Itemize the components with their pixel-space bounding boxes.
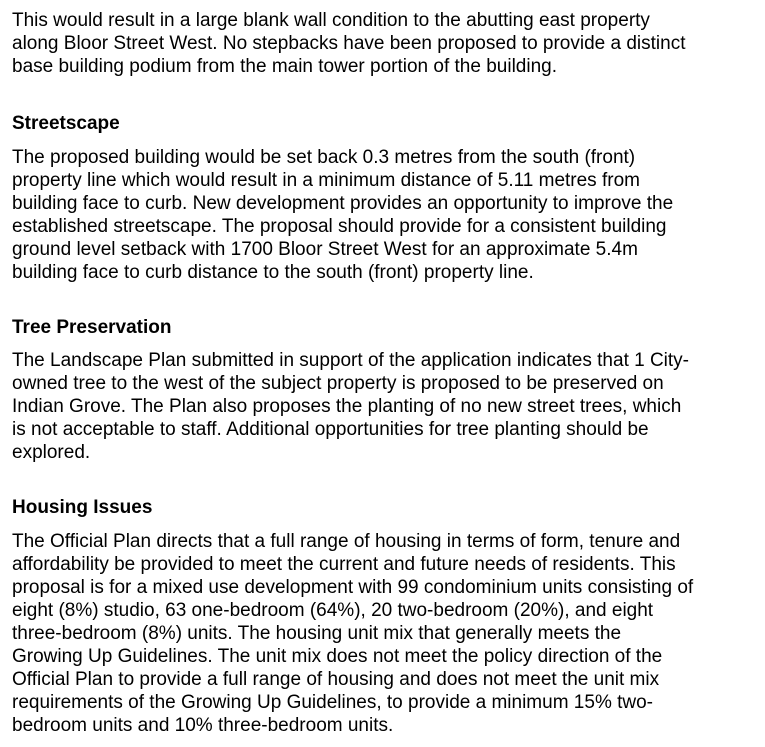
paragraph-line: is not acceptable to staff. Additional opportunities for tree planting should be — [12, 419, 649, 440]
paragraph-line: explored. — [12, 442, 91, 463]
paragraph-line: This would result in a large blank wall condition to the abutting east property — [12, 10, 650, 31]
section-heading-tree-preservation: Tree Preservation — [12, 317, 172, 338]
paragraph-line: Indian Grove. The Plan also proposes the planting of no new street trees, which — [12, 396, 682, 417]
paragraph-line: The proposed building would be set back 0.3 metres from the south (front) — [12, 147, 636, 168]
intro-paragraph — [12, 9, 686, 78]
paragraph-line: Growing Up Guidelines. The unit mix does not meet the policy direction of the — [12, 646, 663, 667]
tree-preservation-paragraph — [12, 349, 689, 464]
housing-issues-paragraph — [12, 530, 693, 737]
paragraph-line: requirements of the Growing Up Guidelines, to provide a minimum 15% two- — [12, 692, 654, 713]
streetscape-paragraph — [12, 146, 673, 284]
paragraph-line: established streetscape. The proposal should provide for a consistent building — [12, 216, 667, 237]
section-heading-housing-issues: Housing Issues — [12, 497, 153, 518]
paragraph-line: three-bedroom (8%) units. The housing unit mix that generally meets the — [12, 623, 622, 644]
paragraph-line: bedroom units and 10% three-bedroom units. — [12, 715, 394, 736]
paragraph-line: The Landscape Plan submitted in support of the application indicates that 1 City- — [12, 350, 690, 371]
section-heading-streetscape: Streetscape — [12, 113, 120, 134]
paragraph-line: proposal is for a mixed use development with 99 condominium units consisting of — [12, 577, 694, 598]
paragraph-line: base building podium from the main tower portion of the building. — [12, 56, 557, 77]
paragraph-line: property line which would result in a minimum distance of 5.11 metres from — [12, 170, 640, 191]
paragraph-line: owned tree to the west of the subject property is proposed to be preserved on — [12, 373, 664, 394]
paragraph-line: building face to curb. New development provides an opportunity to improve the — [12, 193, 674, 214]
paragraph-line: building face to curb distance to the south (front) property line. — [12, 262, 534, 283]
paragraph-line: The Official Plan directs that a full range of housing in terms of form, tenure and — [12, 531, 681, 552]
paragraph-line: ground level setback with 1700 Bloor Street West for an approximate 5.4m — [12, 239, 638, 260]
paragraph-line: affordability be provided to meet the current and future needs of residents. This — [12, 554, 676, 575]
paragraph-line: Official Plan to provide a full range of housing and does not meet the unit mix — [12, 669, 660, 690]
paragraph-line: eight (8%) studio, 63 one-bedroom (64%), 20 two-bedroom (20%), and eight — [12, 600, 654, 621]
paragraph-line: along Bloor Street West. No stepbacks have been proposed to provide a distinct — [12, 33, 686, 54]
